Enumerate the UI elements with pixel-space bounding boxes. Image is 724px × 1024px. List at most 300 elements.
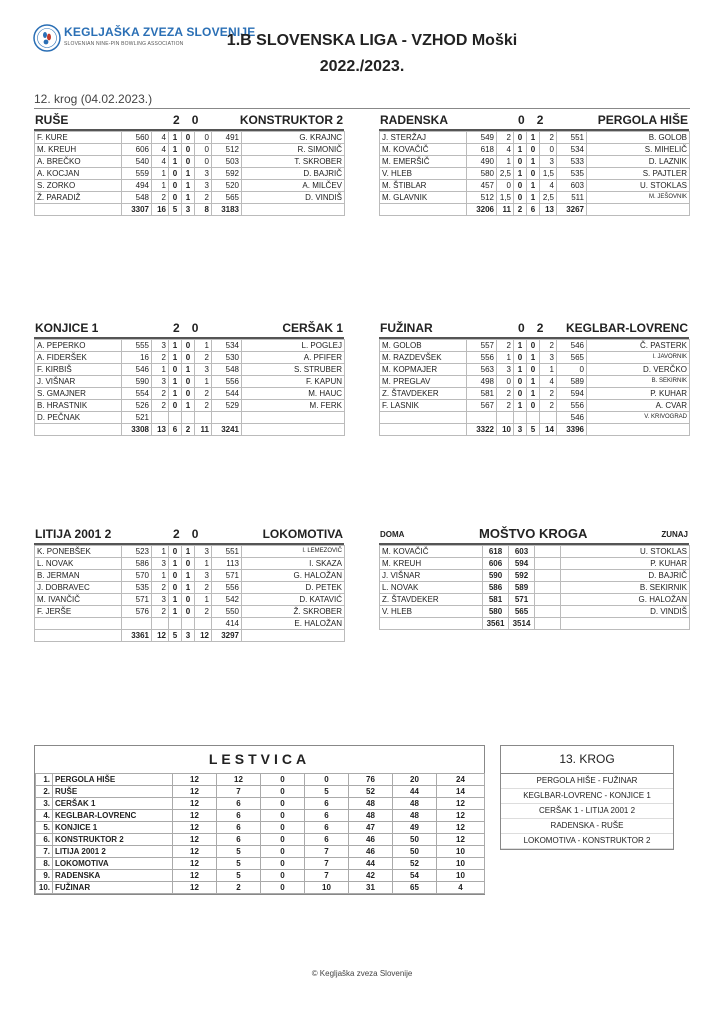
home-player: S. GMAJNER <box>35 388 122 400</box>
away-point: 0 <box>527 340 540 352</box>
player-row <box>380 180 690 192</box>
home-point: 0 <box>514 352 527 364</box>
team-name: PERGOLA HIŠE <box>53 774 173 786</box>
away-total-points: 3 <box>182 630 195 642</box>
home-player: A. KOCJAN <box>35 168 122 180</box>
home-set-points: 1 <box>152 168 169 180</box>
home-team: FUŽINAR <box>380 321 433 335</box>
away-pins: 0 <box>557 364 587 376</box>
away-point: 0 <box>527 400 540 412</box>
home-point: 1 <box>169 144 182 156</box>
home-label: DOMA <box>380 530 405 539</box>
match-header <box>379 320 689 339</box>
match-table <box>34 131 345 216</box>
home-set-points: 4 <box>497 144 514 156</box>
home-pins: 535 <box>122 582 152 594</box>
away-pins: 520 <box>212 180 242 192</box>
standings-row <box>36 870 485 882</box>
home-pins: 554 <box>122 388 152 400</box>
away-player: S. MIHELIČ <box>587 144 690 156</box>
empty-cell <box>535 594 561 606</box>
org-name: KEGLJAŠKA ZVEZA SLOVENIJE <box>64 25 256 39</box>
fixture: PERGOLA HIŠE - FUŽINAR <box>501 774 673 789</box>
away-player: L. POGLEJ <box>242 340 345 352</box>
away-set-points: 2 <box>195 192 212 204</box>
away-player: U. STOKLAS <box>587 180 690 192</box>
away-point: 1 <box>182 546 195 558</box>
home-point: 0 <box>169 400 182 412</box>
away-total-points: 5 <box>527 424 540 436</box>
losses: 6 <box>305 822 349 834</box>
away-set-points: 1 <box>540 364 557 376</box>
position: 1. <box>36 774 53 786</box>
away-pins: 546 <box>557 340 587 352</box>
match-points-for: 44 <box>349 858 393 870</box>
home-total-pins: 3308 <box>122 424 152 436</box>
fixture-row <box>501 819 673 834</box>
home-pins: 457 <box>467 180 497 192</box>
away-set-points: 1,5 <box>540 168 557 180</box>
away-player: D. KATAVIĆ <box>242 594 345 606</box>
home-pins: 606 <box>483 558 509 570</box>
home-pins: 586 <box>483 582 509 594</box>
away-pins: 551 <box>557 132 587 144</box>
home-point: 0 <box>169 180 182 192</box>
player-row <box>380 144 690 156</box>
match-points-against: 50 <box>393 846 437 858</box>
away-player: M. FERK <box>242 400 345 412</box>
away-pins: 530 <box>212 352 242 364</box>
home-player: Z. ŠTAVDEKER <box>380 388 467 400</box>
match-table <box>379 131 690 216</box>
total-row <box>35 424 345 436</box>
home-point: 1 <box>514 340 527 352</box>
empty-cell <box>587 204 690 216</box>
home-point: 1 <box>514 364 527 376</box>
draws: 0 <box>261 834 305 846</box>
games-played: 12 <box>173 834 217 846</box>
match-points-for: 31 <box>349 882 393 894</box>
home-set-points: 2 <box>497 340 514 352</box>
losses: 7 <box>305 846 349 858</box>
home-pins: 590 <box>122 376 152 388</box>
away-set-points: 2 <box>540 388 557 400</box>
player-row <box>35 618 345 630</box>
away-pins: 542 <box>212 594 242 606</box>
next-round-title: 13. KROG <box>501 746 673 774</box>
match-block <box>34 320 344 436</box>
home-player: M. KOPMAJER <box>380 364 467 376</box>
away-team: KONSTRUKTOR 2 <box>239 113 343 127</box>
match-points-against: 54 <box>393 870 437 882</box>
standings-row <box>36 858 485 870</box>
player-row <box>35 606 345 618</box>
home-player: A. PEPERKO <box>35 340 122 352</box>
team-of-round-total <box>380 618 690 630</box>
away-set-points: 3 <box>540 156 557 168</box>
away-pins: 414 <box>212 618 242 630</box>
away-score: 0 <box>191 321 199 335</box>
match-points-against: 44 <box>393 786 437 798</box>
home-total-set-points: 16 <box>152 204 169 216</box>
home-player: L. NOVAK <box>380 582 483 594</box>
home-pins: 559 <box>122 168 152 180</box>
away-pins: 551 <box>212 546 242 558</box>
away-set-points: 3 <box>195 570 212 582</box>
home-player: M. GOLOB <box>380 340 467 352</box>
home-pins: 498 <box>467 376 497 388</box>
away-pins: 550 <box>212 606 242 618</box>
away-point: 0 <box>182 388 195 400</box>
org-subtitle: SLOVENIAN NINE-PIN BOWLING ASSOCIATION <box>64 41 184 47</box>
away-player: I. LEMEZOVIČ <box>242 546 345 558</box>
home-score: 0 <box>518 321 525 335</box>
position: 6. <box>36 834 53 846</box>
match-score <box>173 527 198 541</box>
home-set-points: 1 <box>152 570 169 582</box>
away-point: 0 <box>182 156 195 168</box>
away-score: 0 <box>191 113 199 127</box>
wins: 6 <box>217 798 261 810</box>
home-player: M. KREUH <box>35 144 122 156</box>
home-player: F. KIRBIŠ <box>35 364 122 376</box>
player-row <box>35 546 345 558</box>
empty-cell <box>380 618 483 630</box>
home-pins: 590 <box>483 570 509 582</box>
away-player: D. BAJRIČ <box>242 168 345 180</box>
home-set-points: 2 <box>152 582 169 594</box>
away-player: B. SEKIRNIK <box>561 582 690 594</box>
away-player <box>242 412 345 424</box>
match-points-for: 52 <box>349 786 393 798</box>
home-pins: 546 <box>122 364 152 376</box>
home-team: LITIJA 2001 2 <box>35 527 112 541</box>
away-player: E. HALOŽAN <box>242 618 345 630</box>
match-block <box>34 526 344 642</box>
home-total-set-points: 13 <box>152 424 169 436</box>
away-player: B. GOLOB <box>587 132 690 144</box>
games-played: 12 <box>173 786 217 798</box>
player-row <box>380 388 690 400</box>
away-point: 1 <box>182 570 195 582</box>
draws: 0 <box>261 798 305 810</box>
away-set-points: 0 <box>195 132 212 144</box>
away-pins: 534 <box>557 144 587 156</box>
home-pins: 580 <box>483 606 509 618</box>
away-set-points: 0 <box>195 144 212 156</box>
home-set-points: 3 <box>497 364 514 376</box>
home-pins: 618 <box>483 546 509 558</box>
standings-row <box>36 774 485 786</box>
player-row <box>35 352 345 364</box>
games-played: 12 <box>173 774 217 786</box>
fixture: LOKOMOTIVA - KONSTRUKTOR 2 <box>501 834 673 849</box>
away-pins: 571 <box>212 570 242 582</box>
away-player: Ž. SKROBER <box>242 606 345 618</box>
away-point <box>527 412 540 424</box>
home-set-points <box>152 412 169 424</box>
match-points-for: 46 <box>349 846 393 858</box>
home-set-points: 0 <box>497 180 514 192</box>
away-set-points <box>540 412 557 424</box>
away-pins: 533 <box>557 156 587 168</box>
away-team: PERGOLA HIŠE <box>597 113 688 127</box>
home-point <box>514 412 527 424</box>
position: 10. <box>36 882 53 894</box>
empty-cell <box>587 424 690 436</box>
away-pins: 113 <box>212 558 242 570</box>
wins: 6 <box>217 822 261 834</box>
away-score: 2 <box>536 113 544 127</box>
away-player: D. VINDIŠ <box>561 606 690 618</box>
draws: 0 <box>261 810 305 822</box>
home-pins: 560 <box>122 132 152 144</box>
away-team: LOKOMOTIVA <box>262 527 343 541</box>
away-pins: 548 <box>212 364 242 376</box>
draws: 0 <box>261 858 305 870</box>
away-total-set-points: 8 <box>195 204 212 216</box>
home-point <box>169 618 182 630</box>
empty-cell <box>35 424 122 436</box>
away-player: D. BAJRIČ <box>561 570 690 582</box>
player-row <box>35 156 345 168</box>
home-pins: 526 <box>122 400 152 412</box>
games-played: 12 <box>173 858 217 870</box>
match-header <box>34 112 344 131</box>
match-block <box>34 112 344 216</box>
home-set-points: 4 <box>152 156 169 168</box>
away-player: P. KUHAR <box>561 558 690 570</box>
team-name: CERŠAK 1 <box>53 798 173 810</box>
away-point: 0 <box>182 376 195 388</box>
away-pins <box>212 412 242 424</box>
home-total-set-points: 12 <box>152 630 169 642</box>
away-pins: 534 <box>212 340 242 352</box>
wins: 2 <box>217 882 261 894</box>
away-pins: 546 <box>557 412 587 424</box>
fixture-row <box>501 789 673 804</box>
away-pins: 529 <box>212 400 242 412</box>
away-player: S. PAJTLER <box>587 168 690 180</box>
away-pins: 594 <box>509 558 535 570</box>
match-points-against: 48 <box>393 810 437 822</box>
team-of-round-row <box>380 594 690 606</box>
away-player: A. PFIFER <box>242 352 345 364</box>
home-point: 0 <box>514 180 527 192</box>
home-pins <box>467 412 497 424</box>
home-player: M. PREGLAV <box>380 376 467 388</box>
away-set-points: 4 <box>540 180 557 192</box>
match-header <box>379 112 689 131</box>
match-points-against: 48 <box>393 798 437 810</box>
team-of-round-row <box>380 546 690 558</box>
home-total-points: 5 <box>169 630 182 642</box>
player-row <box>380 376 690 388</box>
home-pins: 606 <box>122 144 152 156</box>
away-set-points: 2 <box>195 400 212 412</box>
home-team: KONJICE 1 <box>35 321 99 335</box>
season: 2022./2023. <box>319 58 405 75</box>
away-set-points: 2,5 <box>540 192 557 204</box>
home-pins: 570 <box>122 570 152 582</box>
away-pins: 565 <box>212 192 242 204</box>
home-player: M. KOVAČIČ <box>380 144 467 156</box>
home-point: 1 <box>169 606 182 618</box>
team-of-round-header <box>379 526 689 545</box>
away-total-set-points: 12 <box>195 630 212 642</box>
away-set-points: 1 <box>195 340 212 352</box>
away-player: G. HALOŽAN <box>242 570 345 582</box>
fixture-row <box>501 804 673 819</box>
draws: 0 <box>261 774 305 786</box>
wins: 12 <box>217 774 261 786</box>
standings-row <box>36 822 485 834</box>
team-of-round-title: MOŠTVO KROGA <box>479 526 588 541</box>
player-row <box>35 582 345 594</box>
match-header <box>34 526 344 545</box>
away-pins: 565 <box>509 606 535 618</box>
home-pins: 548 <box>122 192 152 204</box>
home-pins: 16 <box>122 352 152 364</box>
home-player: F. KURE <box>35 132 122 144</box>
away-point: 1 <box>527 352 540 364</box>
match-points-for: 48 <box>349 810 393 822</box>
losses: 6 <box>305 834 349 846</box>
home-set-points: 2,5 <box>497 168 514 180</box>
home-pins: 523 <box>122 546 152 558</box>
home-set-points: 1 <box>152 364 169 376</box>
home-pins: 555 <box>122 340 152 352</box>
wins: 5 <box>217 870 261 882</box>
away-set-points <box>195 412 212 424</box>
player-row <box>35 168 345 180</box>
away-pins: 594 <box>557 388 587 400</box>
match-score <box>518 113 543 127</box>
wins: 5 <box>217 858 261 870</box>
away-point: 0 <box>182 352 195 364</box>
home-total-pins: 3307 <box>122 204 152 216</box>
home-player: V. HLEB <box>380 168 467 180</box>
empty-cell <box>535 546 561 558</box>
points: 12 <box>437 822 485 834</box>
home-set-points: 3 <box>152 376 169 388</box>
home-set-points: 4 <box>152 144 169 156</box>
home-set-points: 1 <box>497 352 514 364</box>
player-row <box>380 340 690 352</box>
away-set-points: 1 <box>195 376 212 388</box>
team-name: RADENSKA <box>53 870 173 882</box>
away-point: 1 <box>527 376 540 388</box>
match-points-against: 65 <box>393 882 437 894</box>
home-point: 0 <box>514 132 527 144</box>
home-player: B. JERMAN <box>35 570 122 582</box>
draws: 0 <box>261 822 305 834</box>
home-total-set-points: 10 <box>497 424 514 436</box>
empty-cell <box>242 424 345 436</box>
home-point <box>169 412 182 424</box>
home-point: 1 <box>169 156 182 168</box>
losses: 5 <box>305 786 349 798</box>
player-row <box>380 132 690 144</box>
home-player: F. JERŠE <box>35 606 122 618</box>
home-point: 1 <box>514 144 527 156</box>
home-pins: 490 <box>467 156 497 168</box>
home-set-points: 1,5 <box>497 192 514 204</box>
away-score: 0 <box>191 527 199 541</box>
home-player: B. HRASTNIK <box>35 400 122 412</box>
player-row <box>380 352 690 364</box>
match-points-for: 46 <box>349 834 393 846</box>
divider <box>34 108 690 109</box>
empty-cell <box>242 630 345 642</box>
away-set-points <box>195 618 212 630</box>
team-of-round-row <box>380 582 690 594</box>
position: 5. <box>36 822 53 834</box>
away-set-points: 0 <box>540 144 557 156</box>
total-row <box>35 204 345 216</box>
match-table <box>34 545 345 642</box>
away-pins: 592 <box>509 570 535 582</box>
match-block <box>379 320 689 436</box>
points: 10 <box>437 858 485 870</box>
home-pins: 521 <box>122 412 152 424</box>
home-player: M. EMERŠIČ <box>380 156 467 168</box>
home-player: D. PEČNAK <box>35 412 122 424</box>
away-point: 0 <box>527 144 540 156</box>
empty-cell <box>242 204 345 216</box>
player-row <box>35 192 345 204</box>
away-point: 0 <box>182 606 195 618</box>
match-points-for: 76 <box>349 774 393 786</box>
home-point: 1 <box>514 168 527 180</box>
team-of-round-row <box>380 606 690 618</box>
player-row <box>380 192 690 204</box>
points: 12 <box>437 810 485 822</box>
away-player: G. KRAJNC <box>242 132 345 144</box>
home-player: V. HLEB <box>380 606 483 618</box>
empty-cell <box>535 618 561 630</box>
home-set-points: 2 <box>497 132 514 144</box>
home-team: RUŠE <box>35 113 69 127</box>
home-player: J. VIŠNAR <box>380 570 483 582</box>
match-block <box>379 112 689 216</box>
player-row <box>35 594 345 606</box>
match-table <box>379 339 690 436</box>
away-pins: 511 <box>557 192 587 204</box>
empty-cell <box>535 570 561 582</box>
standings-row <box>36 834 485 846</box>
points: 12 <box>437 834 485 846</box>
away-player: P. KUHAR <box>587 388 690 400</box>
empty-cell <box>380 424 467 436</box>
home-player: A. BREČKO <box>35 156 122 168</box>
standings-row <box>36 798 485 810</box>
away-pins: 512 <box>212 144 242 156</box>
home-point: 1 <box>514 400 527 412</box>
home-point: 0 <box>169 570 182 582</box>
team-name: LITIJA 2001 2 <box>53 846 173 858</box>
team-name: RUŠE <box>53 786 173 798</box>
away-pins: 556 <box>212 582 242 594</box>
home-set-points: 2 <box>152 352 169 364</box>
home-point: 0 <box>514 376 527 388</box>
away-score: 2 <box>536 321 544 335</box>
home-pins: 586 <box>122 558 152 570</box>
losses: 10 <box>305 882 349 894</box>
home-point: 1 <box>169 388 182 400</box>
home-total-points: 3 <box>514 424 527 436</box>
home-player: M. GLAVNIK <box>380 192 467 204</box>
